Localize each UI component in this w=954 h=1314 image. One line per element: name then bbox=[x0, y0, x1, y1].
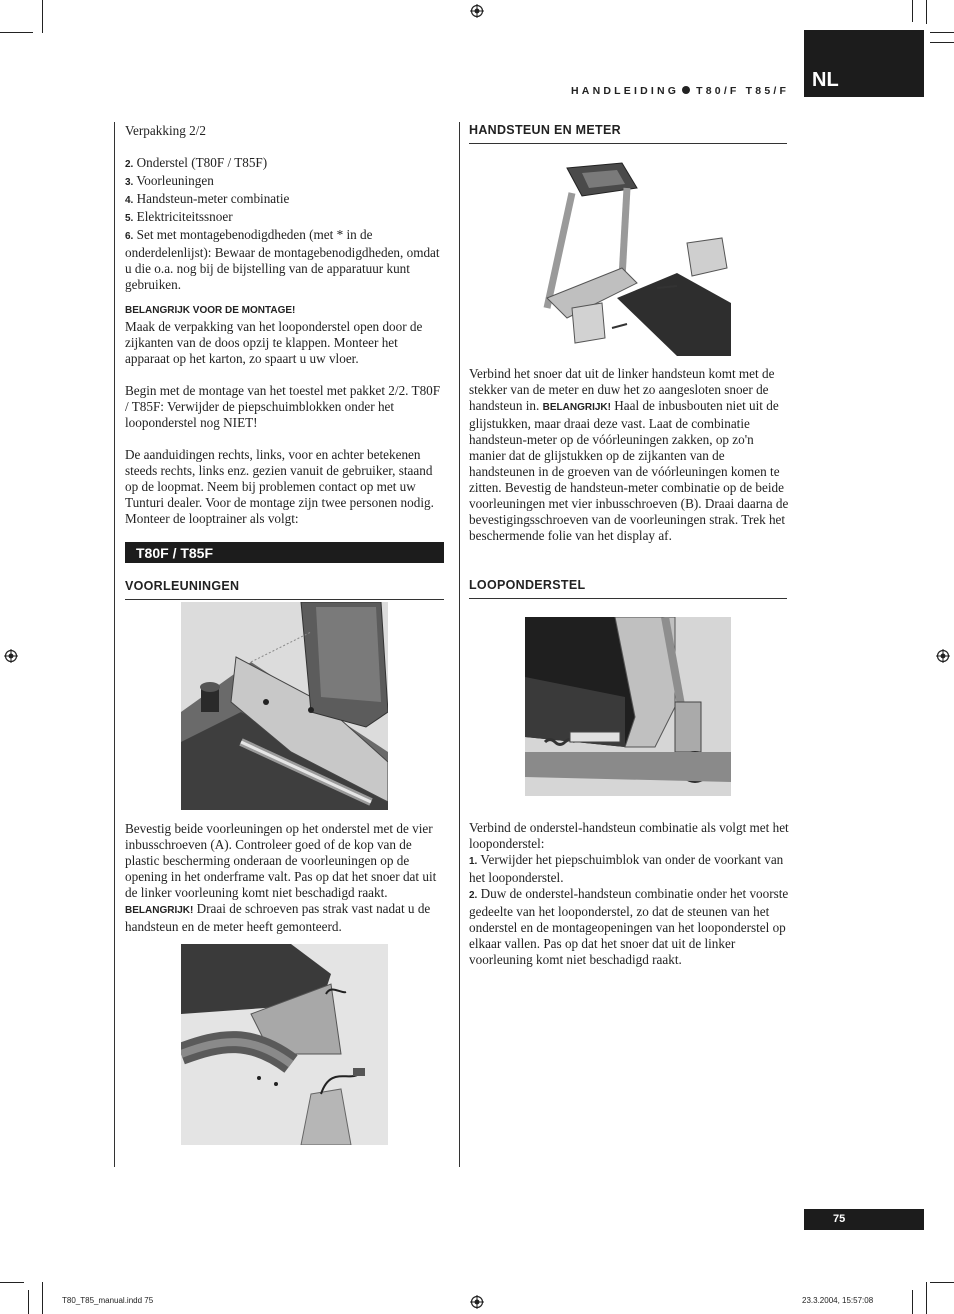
crop-mark bbox=[28, 1290, 29, 1314]
model-bar bbox=[125, 542, 444, 563]
left-column-important bbox=[125, 303, 445, 527]
list-item: 3. Voorleuningen bbox=[125, 173, 214, 188]
footer-timestamp: 23.3.2004, 15:57:08 bbox=[802, 1296, 874, 1305]
parts-list bbox=[125, 155, 445, 293]
crop-mark bbox=[0, 1282, 24, 1283]
paragraph: Maak de verpakking van het looponderstel open door de zijkanten van de doos opzij te klappen. Monteer het apparaat op het karton, zo spaart u uw vloer. bbox=[125, 319, 423, 366]
assembly-illustration-handrail-cable bbox=[181, 944, 388, 1145]
list-item: 2. Duw de onderstel-handsteun combinatie onder het voorste gedeelte van het looponderstel, zo dat de steunen van het onderstel en de montageopeningen van het looponderstel op elkaar vallen. Pas op dat het snoer dat uit de linker voorleuning komt niet beschadigd raakt. bbox=[469, 886, 789, 967]
list-item: 4. Handsteun-meter combinatie bbox=[125, 191, 290, 206]
section-heading: LOOPONDERSTEL bbox=[469, 578, 586, 592]
paragraph: Verpakking 2/2 bbox=[125, 123, 206, 138]
page-number bbox=[804, 1209, 924, 1230]
crop-mark bbox=[42, 1282, 43, 1314]
important-heading: BELANGRIJK VOOR DE MONTAGE! bbox=[125, 305, 296, 316]
heading-rule bbox=[469, 598, 787, 599]
right-column-handsteun-text bbox=[469, 366, 789, 544]
paragraph: Bevestig beide voorleuningen op het onderstel met de vier inbusschroeven (A). Controleer goed of de kop van de plastic bescherming onderaan de voorleuningen op de opening in het onderframe valt. Pas op dat het snoer dat uit de linker voorleuning komt niet beschadigd raakt. BELANGRIJK! Draai de schroeven pas strak vast nadat u de handsteun en de meter heeft gemonteerd. bbox=[125, 821, 437, 934]
assembly-illustration-console bbox=[527, 148, 731, 356]
paragraph: Verbind het snoer dat uit de linker handsteun komt met de stekker van de meter en duw het zo aangesloten snoer de handsteun in. BELANGRIJK! Haal de inbusbouten niet uit de glijstukken, maar draai deze vast. Laat de combinatie handsteun-meter op de vóórleuningen zakken, op zo'n manier dat de glijstukken op de zijkanten van de handsteunen in de groeven van de vóórleuningen komen te zitten. Bevestig de handsteun-meter combinatie op de beide voorleuningen met vier inbusschroeven (B). Draai daarna de bevestigingsschroeven van de voorleuningen strak. Trek het beschermende folie van het display af. bbox=[469, 366, 789, 543]
list-item: 2. Onderstel (T80F / T85F) bbox=[125, 155, 268, 170]
language-tab-label: NL bbox=[812, 69, 839, 91]
crop-mark bbox=[42, 0, 43, 33]
registration-mark-icon bbox=[4, 649, 18, 663]
registration-mark-icon bbox=[470, 1295, 484, 1309]
crop-mark bbox=[926, 1282, 927, 1314]
important-label: BELANGRIJK! bbox=[125, 905, 194, 916]
assembly-illustration-front-posts bbox=[181, 602, 388, 810]
paragraph: Begin met de montage van het toestel met pakket 2/2. T80F / T85F: Verwijder de piepschuimblokken onder het looponderstel nog NIET! bbox=[125, 383, 441, 430]
model-bar-label: T80F / T85F bbox=[136, 545, 214, 561]
heading-rule bbox=[469, 143, 787, 144]
header-title: HANDLEIDING bbox=[571, 85, 680, 97]
list-item: 5. Elektriciteitssnoer bbox=[125, 209, 233, 224]
bullet-icon bbox=[682, 86, 690, 94]
paragraph: De aanduidingen rechts, links, voor en achter betekenen steeds rechts, links enz. gezien vanuit de gebruiker, staand op de loopmat. Neem bij problemen contact op met uw Tunturi dealer. Voor de montage zijn twee personen nodig. Monteer de looptrainer als volgt: bbox=[125, 447, 434, 526]
running-header bbox=[571, 85, 789, 97]
column-divider bbox=[459, 122, 460, 1167]
section-heading: VOORLEUNINGEN bbox=[125, 579, 240, 593]
crop-mark bbox=[930, 1282, 954, 1283]
crop-mark bbox=[930, 32, 954, 33]
crop-mark bbox=[926, 0, 927, 24]
registration-mark-icon bbox=[470, 4, 484, 18]
crop-mark bbox=[930, 42, 954, 43]
right-column-looponderstel-text bbox=[469, 820, 789, 968]
crop-mark bbox=[912, 1290, 913, 1314]
header-model: T80/F T85/F bbox=[696, 85, 790, 97]
assembly-illustration-deck bbox=[525, 617, 731, 796]
crop-mark bbox=[0, 32, 33, 33]
language-tab bbox=[804, 30, 924, 97]
heading-rule bbox=[125, 599, 444, 600]
left-margin-rule bbox=[114, 122, 115, 1167]
paragraph: Verbind de onderstel-handsteun combinatie als volgt met het looponderstel: bbox=[469, 820, 789, 851]
section-heading: HANDSTEUN EN METER bbox=[469, 123, 621, 137]
registration-mark-icon bbox=[936, 649, 950, 663]
list-item: 6. Set met montagebenodigdheden (met * in de onderdelenlijst): Bewaar de montagebenodigdheden, omdat u die o.a. nog bij de bijstelling van de apparatuur kunt gebruiken. bbox=[125, 227, 440, 292]
important-label: BELANGRIJK! bbox=[542, 402, 611, 413]
crop-mark bbox=[912, 0, 913, 22]
left-column-voorleuningen-text bbox=[125, 821, 445, 935]
left-column-intro bbox=[125, 123, 445, 293]
list-item: 1. Verwijder het piepschuimblok van onder de voorkant van het looponderstel. bbox=[469, 852, 784, 885]
footer-file-name: T80_T85_manual.indd 75 bbox=[62, 1296, 154, 1305]
page-number-label: 75 bbox=[833, 1213, 846, 1225]
